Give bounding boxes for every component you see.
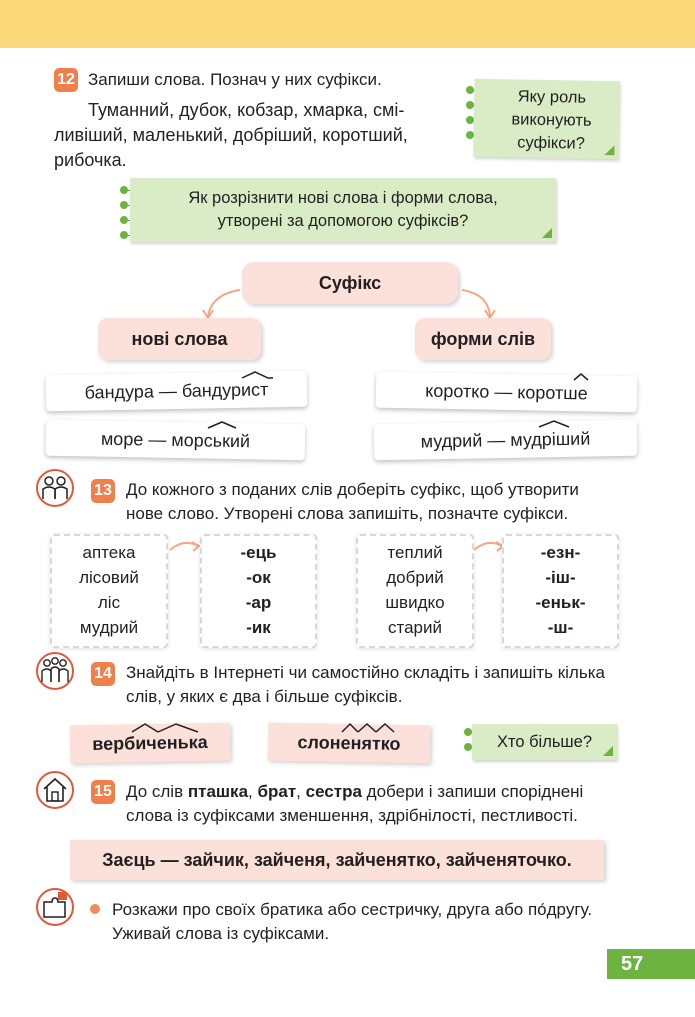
text: , [296, 782, 306, 801]
exercise-12-words-line-1: Туманний, дубок, кобзар, хмарка, смі- [88, 100, 405, 120]
diagram-word-forms: форми слів [415, 318, 551, 360]
two-people-icon [38, 471, 72, 505]
text: добери і запиши споріднені [361, 782, 584, 801]
suffixes-column-1 [200, 534, 317, 648]
exercise-13-number: 13 [91, 479, 115, 503]
exercise-14-line-2: слів, у яких є два і більше суфіксів. [126, 687, 403, 706]
word: теплий [387, 543, 443, 562]
exercise-14-number: 14 [91, 662, 115, 686]
card-text: вербиченька [92, 731, 208, 754]
puzzle-task-icon [36, 888, 74, 926]
text: До слів [126, 782, 188, 801]
example-text: Заєць — зайчик, зайченя, зайченятко, зайченяточко. [102, 849, 572, 870]
words-column-1 [50, 534, 168, 648]
puzzle-icon [38, 890, 72, 924]
question-line: Як розрізнити нові слова і форми слова, [188, 189, 498, 207]
card-text: слоненятко [297, 731, 401, 754]
word: аптека [82, 543, 136, 562]
question-line: утворені за допомогою суфіксів? [217, 212, 469, 230]
word-brat: брат [257, 782, 297, 801]
exercise-14-line-1: Знайдіть в Інтернеті чи самостійно складіть і запишіть кілька [126, 663, 605, 682]
suffix: -ець [240, 543, 277, 562]
example-zayets [70, 840, 604, 880]
example-text: море — морський [100, 428, 251, 451]
arrow-right-icon [168, 536, 204, 556]
example-text: бандура — бандурист [84, 378, 269, 403]
exercise-12-words-line-3: рибочка. [54, 150, 127, 170]
task-line-1: Розкажи про своїх братика або сестричку, друга або по́другу. [112, 900, 593, 919]
word: мудрий [79, 618, 139, 637]
note-line: суфікси? [517, 133, 586, 153]
who-more-note [472, 724, 617, 760]
word-sestra: сестра [305, 782, 362, 801]
exercise-12-instruction: Запиши слова. Познач у них суфікси. [88, 70, 382, 89]
suffix: -ш- [547, 618, 574, 637]
suffix: -ик [246, 618, 271, 637]
exercise-15-line-1 [126, 780, 583, 804]
pair-work-icon [36, 469, 74, 507]
suffix: -ок [246, 568, 271, 587]
exercise-13-line-2: нове слово. Утворені слова запишіть, позначте суфікси. [126, 504, 569, 523]
note-line: Яку роль [517, 87, 587, 107]
bullet-dot [90, 904, 100, 914]
diagram-root-suffix: Суфікс [242, 262, 458, 304]
group-people-icon [38, 654, 72, 688]
word: ліс [97, 593, 121, 612]
note-line: виконують [511, 110, 592, 130]
diagram-new-words: нові слова [98, 318, 261, 360]
word-ptashka: пташка [187, 782, 249, 801]
suffixes-column-2 [502, 534, 619, 648]
text: , [248, 782, 258, 801]
page-number: 57 [607, 949, 695, 979]
suffix: -еньк- [535, 593, 586, 612]
word: добрий [386, 568, 444, 587]
suffix: -іш- [545, 568, 576, 587]
house-icon [38, 773, 72, 807]
suffix-marks-ex14 [0, 716, 450, 736]
example-text: мудрий — мудріший [420, 428, 591, 451]
group-work-icon [36, 652, 74, 690]
note-text: Хто більше? [496, 733, 593, 751]
exercise-12-words-line-2: ливіший, маленький, добріший, коротший, [54, 125, 408, 145]
suffix: -езн- [540, 543, 581, 562]
exercise-12-number: 12 [54, 68, 78, 92]
home-work-icon [36, 771, 74, 809]
exercise-13-line-1: До кожного з поданих слів доберіть суфікс, щоб утворити [126, 480, 579, 499]
exercise-15-number: 15 [91, 780, 115, 804]
exercise-15-line-2: слова із суфіксами зменшення, здрібнілості, пестливості. [126, 806, 578, 825]
example-text: коротко — коротше [425, 380, 588, 403]
words-column-2 [356, 534, 474, 648]
word: лісовий [79, 568, 139, 587]
suffix: -ар [245, 593, 272, 612]
note-corner [603, 746, 613, 756]
word: старий [388, 618, 442, 637]
task-line-2: Уживай слова із суфіксами. [112, 924, 330, 943]
word: швидко [385, 593, 445, 612]
suffix-marks-diagram [0, 0, 695, 480]
